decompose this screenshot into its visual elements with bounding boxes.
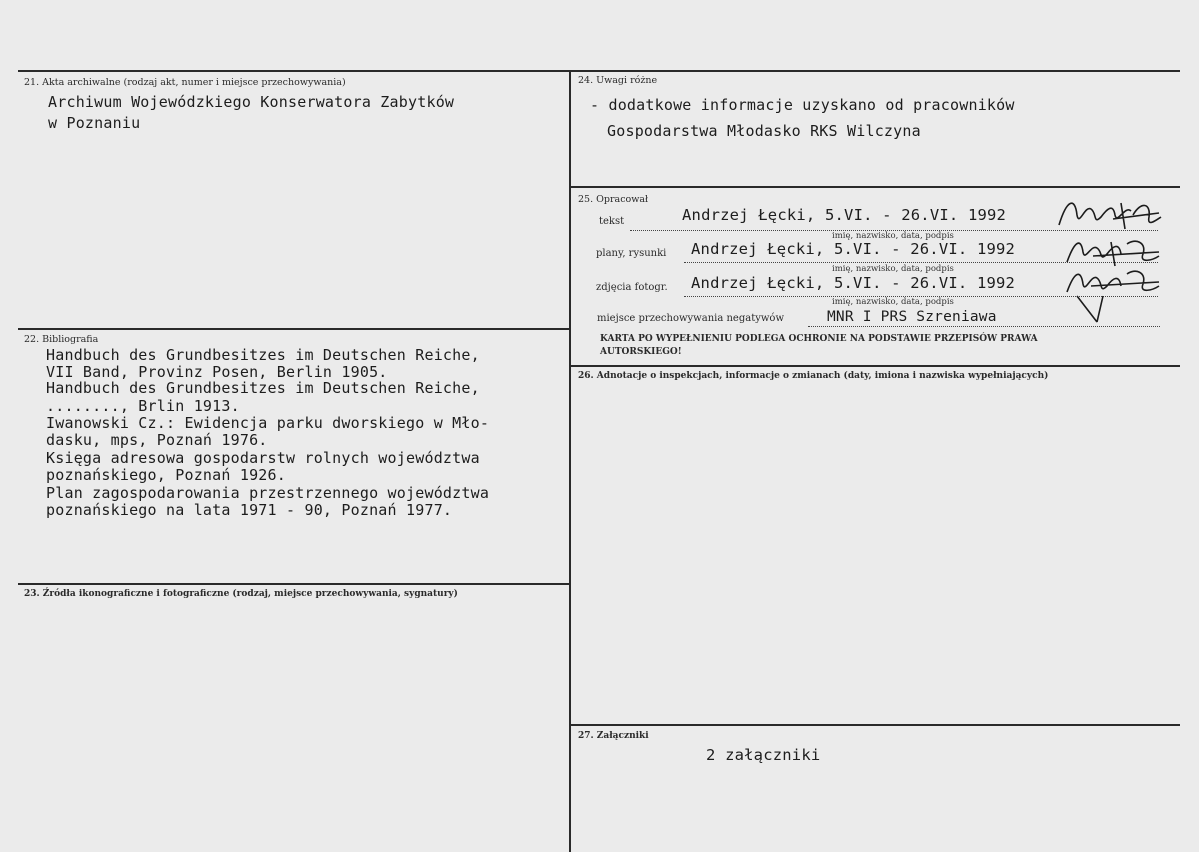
rule-21-22 — [18, 328, 569, 330]
section-24-line-1: - dodatkowe informacje uzyskano od pracowników — [590, 96, 1015, 114]
section-21-line-1: Archiwum Wojewódzkiego Konserwatora Zabytków — [48, 93, 455, 111]
bibliography-line: Plan zagospodarowania przestrzennego województwa — [46, 484, 490, 502]
section-21-line-2: w Poznaniu — [48, 114, 141, 132]
row-tekst-sub: imię, nazwisko, data, podpis — [832, 231, 954, 241]
section-22-label: 22. Bibliografia — [24, 334, 99, 345]
negatives-value: MNR I PRS Szreniawa — [827, 309, 997, 325]
section-26-label: 26. Adnotacje o inspekcjach, informacje o zmianach (daty, imiona i nazwiska wypełniających) — [578, 371, 1049, 381]
bibliography-line: Iwanowski Cz.: Ewidencja parku dworskiego w Mło- — [46, 414, 490, 432]
negatives-line — [808, 326, 1160, 327]
row-plany-sub: imię, nazwisko, data, podpis — [832, 264, 954, 274]
section-21-label: 21. Akta archiwalne (rodzaj akt, numer i miejsce przechowywania) — [24, 77, 346, 88]
row-zdjecia-sub: imię, nazwisko, data, podpis — [832, 297, 954, 307]
section-27-value: 2 załączniki — [706, 746, 821, 764]
row-plany-value: Andrzej Łęcki, 5.VI. - 26.VI. 1992 — [691, 240, 1016, 258]
row-plany-label: plany, rysunki — [596, 248, 667, 259]
bibliography-line: Handbuch des Grundbesitzes im Deutschen Reiche, — [46, 379, 480, 397]
rule-26-27 — [571, 724, 1180, 726]
row-tekst-value: Andrzej Łęcki, 5.VI. - 26.VI. 1992 — [682, 206, 1007, 224]
row-zdjecia-value: Andrzej Łęcki, 5.VI. - 26.VI. 1992 — [691, 274, 1016, 292]
bibliography-line: poznańskiego, Poznań 1926. — [46, 466, 286, 484]
copyright-notice-line-2: AUTORSKIEGO! — [600, 347, 682, 357]
copyright-notice-line-1: KARTA PO WYPEŁNIENIU PODLEGA OCHRONIE NA PODSTAWIE PRZEPISÓW PRAWA — [600, 334, 1038, 344]
section-24-label: 24. Uwagi różne — [578, 75, 658, 86]
rule-25-26 — [571, 365, 1180, 367]
bibliography-line: poznańskiego na lata 1971 - 90, Poznań 1977. — [46, 501, 453, 519]
section-24-line-2: Gospodarstwa Młodasko RKS Wilczyna — [607, 122, 921, 140]
bibliography-line: Handbuch des Grundbesitzes im Deutschen Reiche, — [46, 346, 480, 364]
negatives-label: miejsce przechowywania negatywów — [597, 313, 784, 324]
signature-plany — [1063, 234, 1163, 270]
row-zdjecia-label: zdjęcia fotogr. — [596, 282, 668, 293]
bibliography-line: VII Band, Provinz Posen, Berlin 1905. — [46, 363, 388, 381]
signature-zdjecia — [1063, 266, 1163, 326]
section-27-label: 27. Załączniki — [578, 731, 649, 741]
rule-22-23 — [18, 583, 569, 585]
section-25-label: 25. Opracował — [578, 194, 649, 205]
top-rule — [18, 70, 1180, 72]
row-tekst-label: tekst — [599, 216, 625, 227]
section-23-label: 23. Źródła ikonograficzne i fotograficzne (rodzaj, miejsce przechowywania, sygnatury) — [24, 589, 458, 599]
bibliography-line: ........, Brlin 1913. — [46, 397, 240, 415]
bibliography-line: dasku, mps, Poznań 1976. — [46, 431, 268, 449]
signature-tekst — [1055, 195, 1165, 235]
rule-24-25 — [571, 186, 1180, 188]
bibliography-line: Księga adresowa gospodarstw rolnych województwa — [46, 449, 480, 467]
